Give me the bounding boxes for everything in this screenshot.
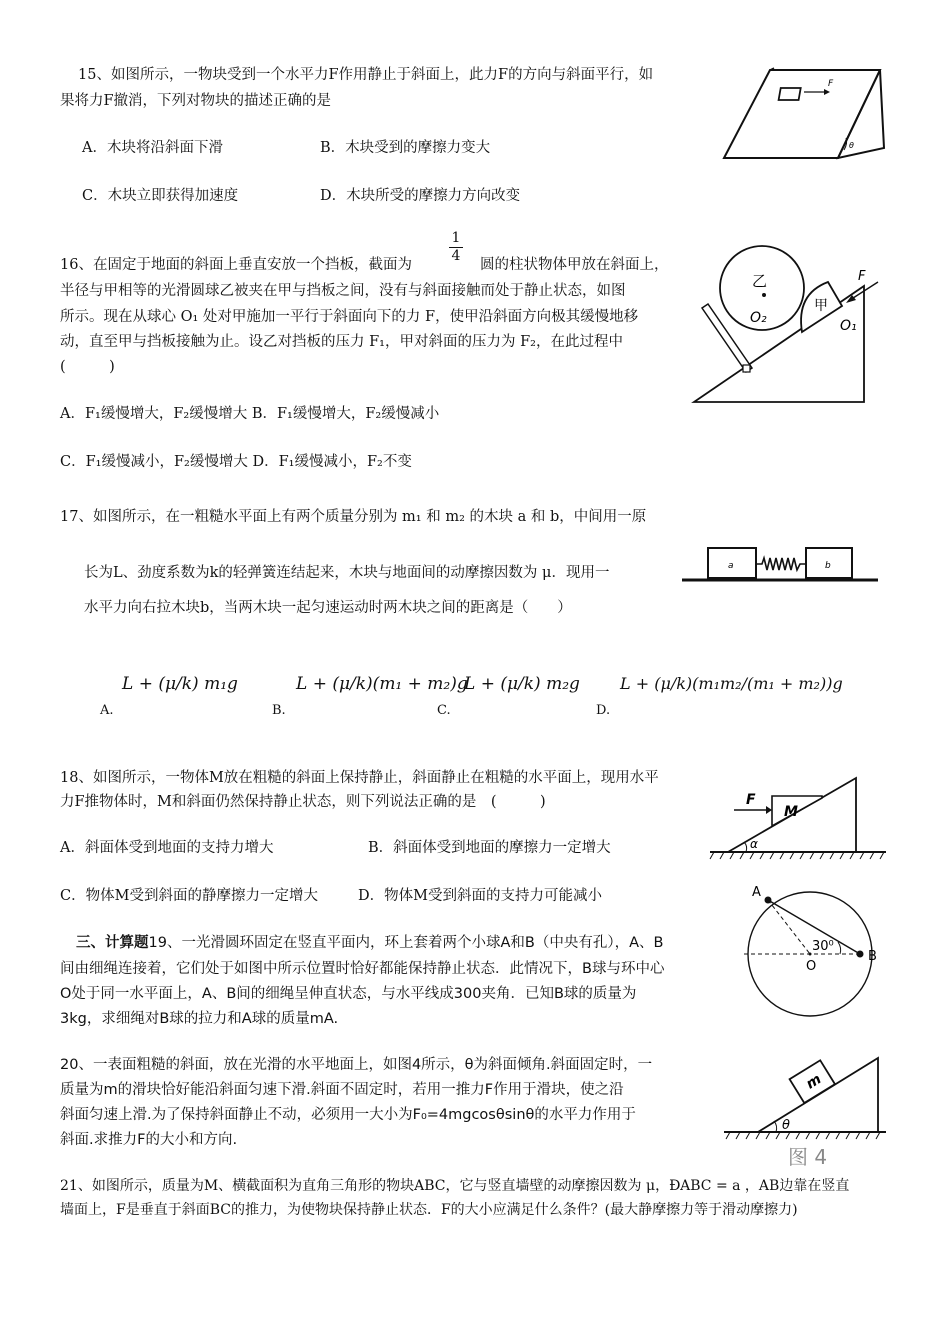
q20-angle-label: θ xyxy=(782,1118,790,1133)
q17-line2: 长为L、劲度系数为k的轻弹簧连结起来，木块与地面间的动摩擦因数为 μ．现用一 xyxy=(84,565,610,581)
q18-option-c: C．物体M受到斜面的静摩擦力一定增大 xyxy=(60,888,318,904)
q19-ball-b-label: B xyxy=(868,949,877,964)
q15-option-b: B．木块受到的摩擦力变大 xyxy=(320,140,491,156)
q16-line3: 所示。现在从球心 O₁ 处对甲施加一平行于斜面向下的力 F，使甲沿斜面方向极其缓慢地移 xyxy=(60,309,639,325)
q19-center-label: O xyxy=(806,959,817,974)
q19-line2: 间由细绳连接着，它们处于如图中所示位置时恰好都能保持静止状态．此情况下，B球与环中心 xyxy=(60,961,665,977)
q20-line3: 斜面匀速上滑.为了保持斜面静止不动，必须用一大小为F₀=4mgcosθsinθ的水平力作用于 xyxy=(60,1107,636,1123)
q20-incline-figure xyxy=(722,1050,888,1174)
q19-angle-label: 30⁰ xyxy=(812,939,834,954)
q17-option-d-formula: L + (μ/k)(m₁m₂/(m₁ + m₂))g xyxy=(620,674,843,693)
q21-line2: 墙面上，F是垂直于斜面BC的推力，为使物块保持静止状态．F的大小应满足什么条件？(最大静摩擦力等于滑动摩擦力) xyxy=(60,1202,798,1218)
q19-line1-text: 19、一光滑圆环固定在竖直平面内，环上套着两个小球A和B（中央有孔），A、B xyxy=(148,935,664,951)
q17-line1: 17、如图所示，在一粗糙水平面上有两个质量分别为 m₁ 和 m₂ 的木块 a 和 b，中间用一原 xyxy=(60,509,647,525)
q20-line2: 质量为m的滑块恰好能沿斜面匀速下滑.斜面不固定时，若用一推力F作用于滑块，使之沿 xyxy=(60,1082,624,1098)
q17-option-b-formula: L + (μ/k)(m₁ + m₂)g xyxy=(296,674,468,694)
q17-option-a-formula: L + (μ/k) m₁g xyxy=(122,674,238,694)
q19-line3: O处于同一水平面上，A、B间的细绳呈伸直状态，与水平线成300夹角．已知B球的质量为 xyxy=(60,986,637,1002)
q16-line1b: 圆的柱状物体甲放在斜面上， xyxy=(480,257,669,273)
q17-block-b-label: b xyxy=(825,561,831,571)
q16-options-cd: C．F₁缓慢减小，F₂缓慢增大 D．F₁缓慢减小，F₂不变 xyxy=(60,454,412,470)
q19-line1 xyxy=(76,932,663,954)
q18-angle-label: α xyxy=(750,837,758,851)
q16-block-center-label: O₁ xyxy=(840,318,857,334)
q18-line2: 力F推物体时，M和斜面仍然保持静止状态，则下列说法正确的是 ( ) xyxy=(60,794,546,810)
q16-wedge-figure xyxy=(690,238,890,408)
q15-line1: 15、如图所示，一物块受到一个水平力F作用静止于斜面上，此力F的方向与斜面平行，如 xyxy=(78,67,654,83)
q19-ring-figure xyxy=(730,878,890,1028)
q18-incline-figure xyxy=(708,770,888,862)
q18-force-label: F xyxy=(746,792,756,808)
q17-block-a-label: a xyxy=(728,561,734,571)
q18-option-a: A．斜面体受到地面的支持力增大 xyxy=(60,840,274,856)
q18-option-b: B．斜面体受到地面的摩擦力一定增大 xyxy=(368,840,611,856)
q15-angle-label: θ xyxy=(849,141,854,150)
q21-line1: 21、如图所示，质量为M、横截面积为直角三角形的物块ABC，它与竖直墙壁的动摩擦因数为 μ，ÐABC = a ，AB边靠在竖直 xyxy=(60,1178,850,1194)
q17-option-c-formula: L + (μ/k) m₂g xyxy=(464,674,580,694)
q20-line1: 20、一表面粗糙的斜面，放在光滑的水平地面上，如图4所示，θ为斜面倾角.斜面固定时，一 xyxy=(60,1057,653,1073)
q15-option-a: A．木块将沿斜面下滑 xyxy=(82,140,223,156)
q17-spring-figure xyxy=(680,540,880,590)
q16-fraction xyxy=(449,230,463,264)
q19-line4: 3kg，求细绳对B球的拉力和A球的质量mA. xyxy=(60,1011,339,1027)
q16-line4: 动，直至甲与挡板接触为止。设乙对挡板的压力 F₁，甲对斜面的压力为 F₂，在此过程中 xyxy=(60,334,623,350)
q18-option-d: D．物体M受到斜面的支持力可能减小 xyxy=(358,888,602,904)
q16-block-jia-label: 甲 xyxy=(814,298,828,314)
calc-section-title: 三、计算题 xyxy=(76,935,149,951)
q15-line2: 果将力F撤消，下列对物块的描述正确的是 xyxy=(60,93,332,109)
q18-mass-label: M xyxy=(784,804,798,820)
q20-block-label: m xyxy=(803,1071,825,1093)
q16-force-label: F xyxy=(858,269,866,284)
q16-ball-center-label: O₂ xyxy=(750,310,767,326)
q17-option-d-label: D. xyxy=(596,703,611,718)
q17-option-c-label: C. xyxy=(437,703,451,718)
q16-ball-yi-label: 乙 xyxy=(752,272,768,290)
q20-line4: 斜面.求推力F的大小和方向. xyxy=(60,1132,238,1148)
q18-line1: 18、如图所示，一物体M放在粗糙的斜面上保持静止，斜面静止在粗糙的水平面上，现用水平 xyxy=(60,770,659,786)
q15-force-label: F xyxy=(828,79,834,89)
q15-incline-figure xyxy=(718,58,888,163)
q15-option-d: D．木块所受的摩擦力方向改变 xyxy=(320,188,521,204)
q16-fraction-denominator: 4 xyxy=(449,247,463,264)
q15-option-c: C．木块立即获得加速度 xyxy=(82,188,239,204)
q16-line5: ( ) xyxy=(60,359,115,375)
q16-options-ab: A．F₁缓慢增大，F₂缓慢增大 B．F₁缓慢增大，F₂缓慢减小 xyxy=(60,406,440,422)
q17-option-a-label: A. xyxy=(100,703,114,718)
q16-line1a: 16、在固定于地面的斜面上垂直安放一个挡板，截面为 xyxy=(60,257,412,273)
q17-line3: 水平力向右拉木块b，当两木块一起匀速运动时两木块之间的距离是（ ） xyxy=(84,600,572,616)
q20-figure-caption: 图 4 xyxy=(788,1145,828,1169)
q16-line2: 半径与甲相等的光滑圆球乙被夹在甲与挡板之间，没有与斜面接触而处于静止状态，如图 xyxy=(60,283,626,299)
q16-fraction-numerator: 1 xyxy=(451,230,461,246)
q17-option-b-label: B. xyxy=(272,703,286,718)
q19-ball-a-label: A xyxy=(752,885,761,900)
